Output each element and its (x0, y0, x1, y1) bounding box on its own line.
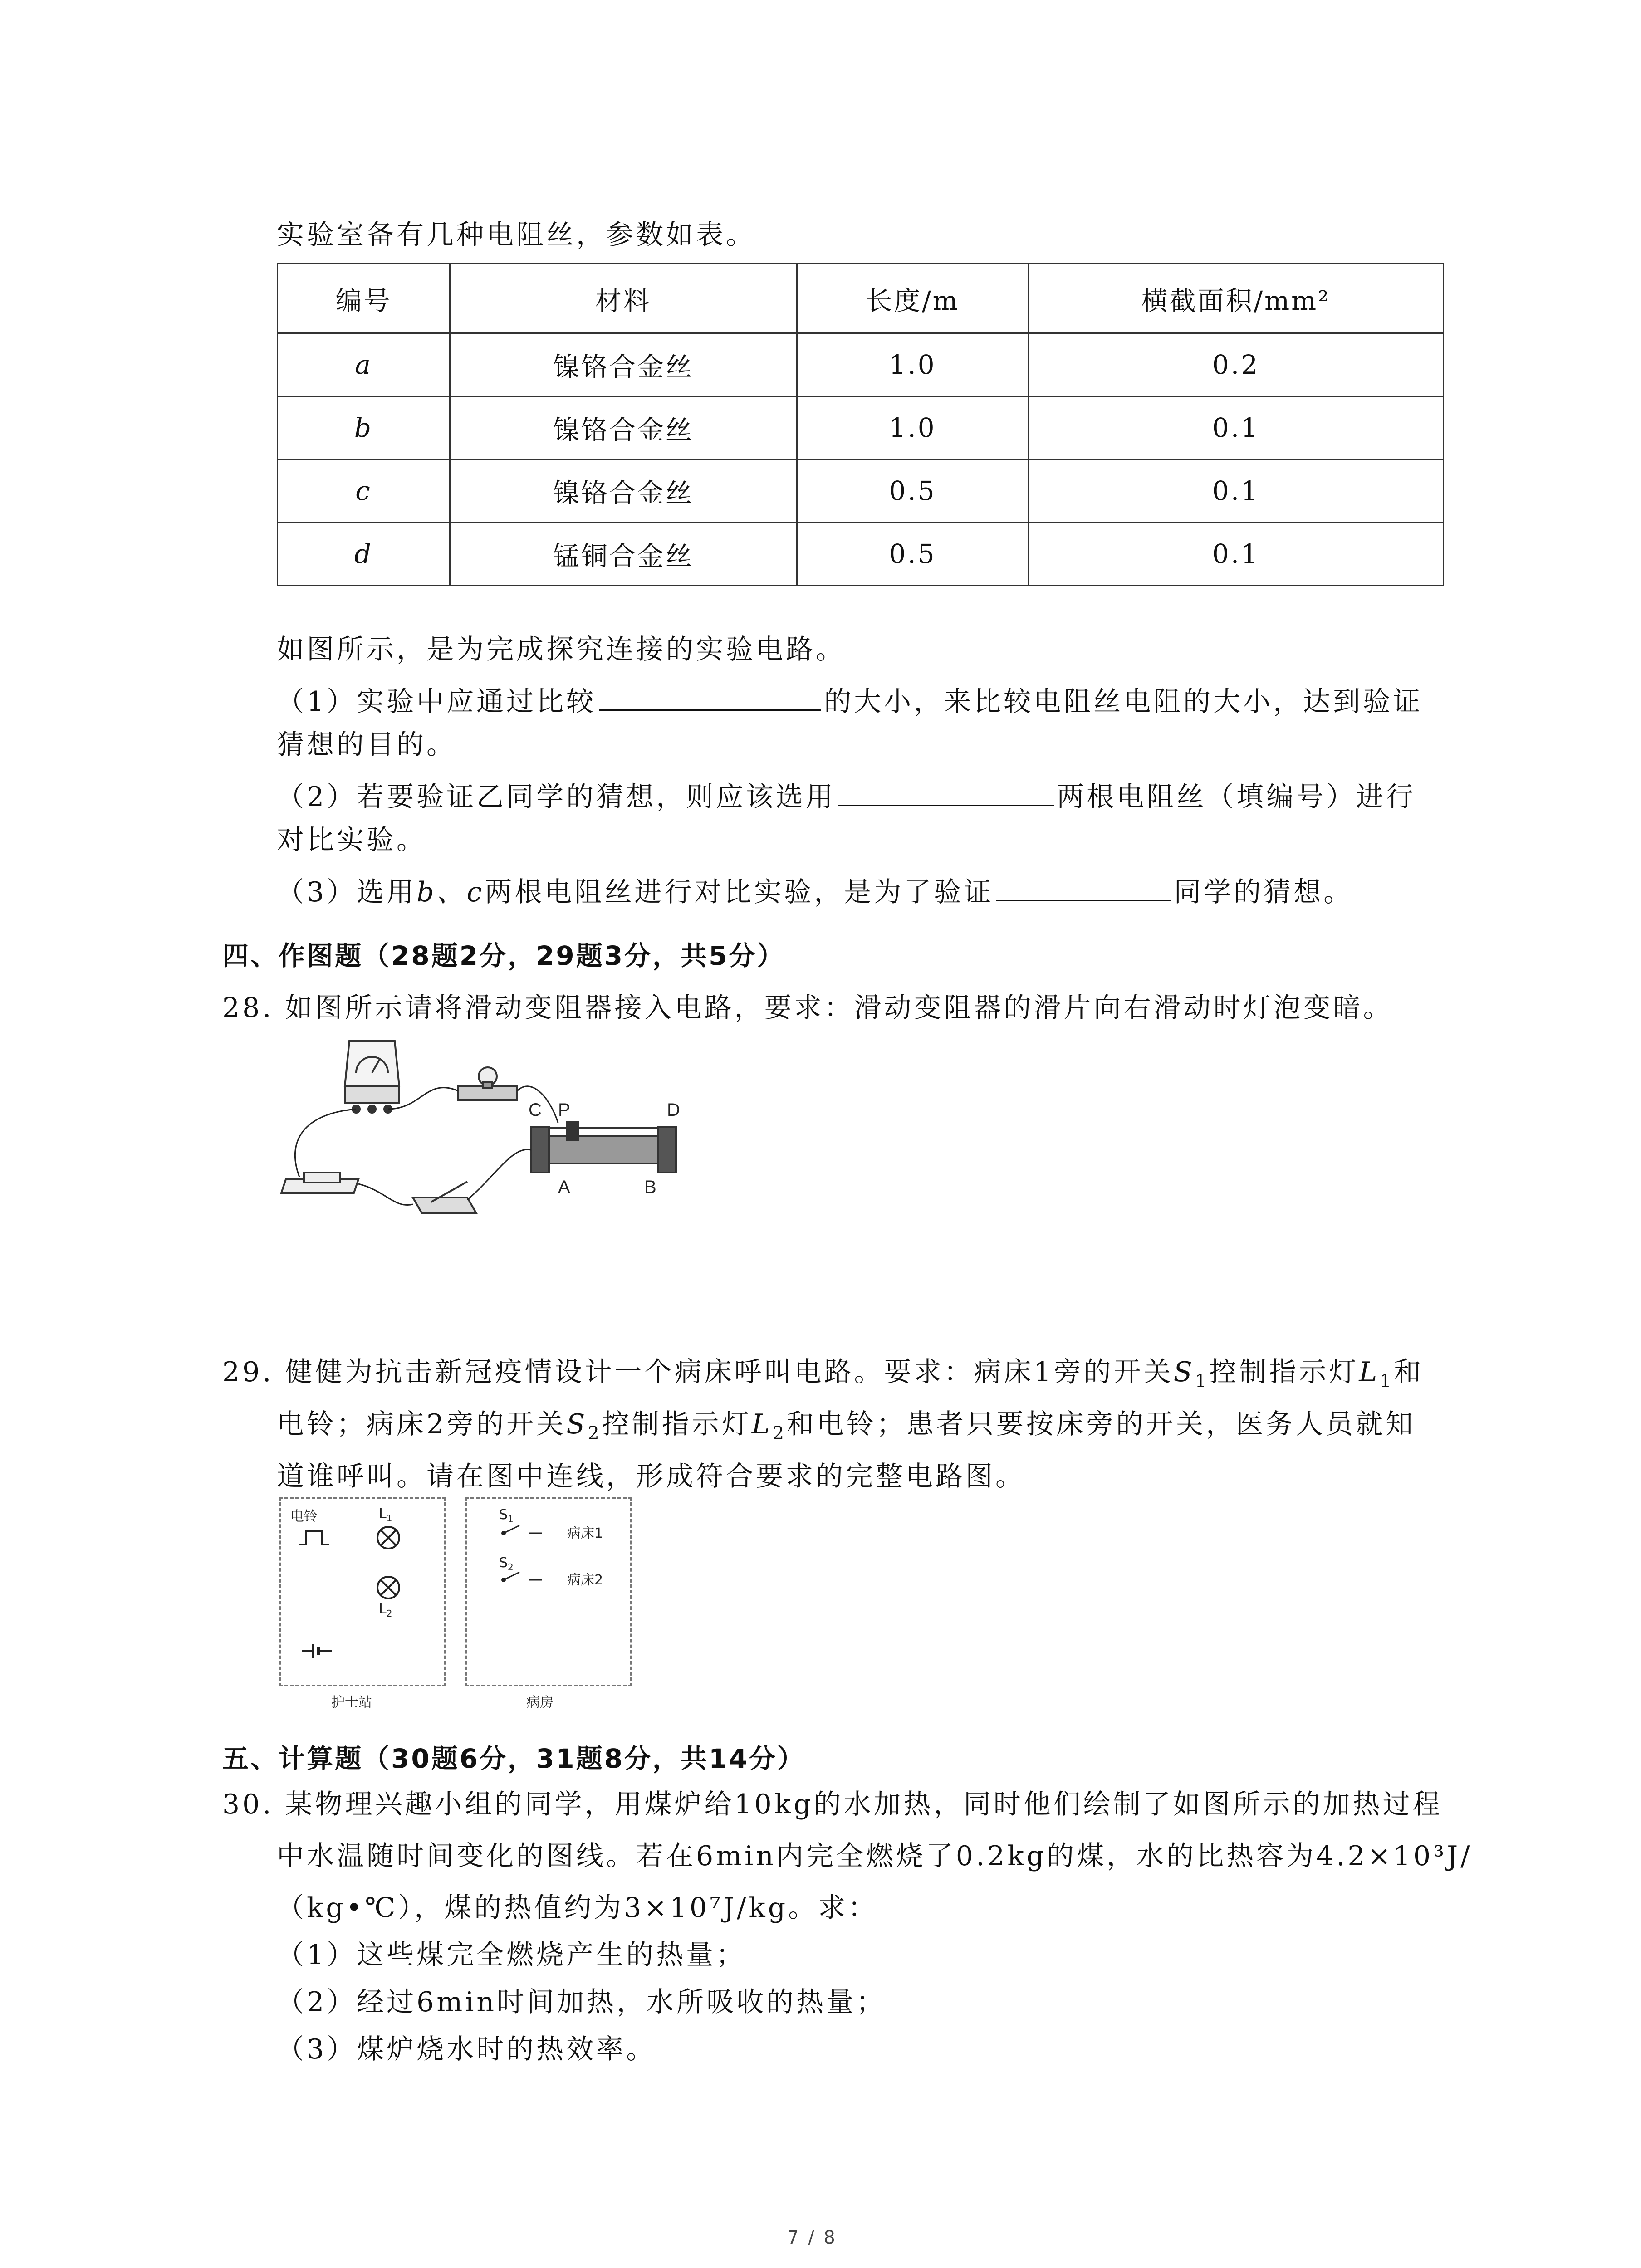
table-cell: 0.1 (1029, 396, 1444, 459)
q27-part3 (277, 875, 1353, 906)
q29-s1-sub: 1 (1195, 1371, 1210, 1392)
table-cell: 1.0 (797, 396, 1029, 459)
table-cell: 镍铬合金丝 (450, 333, 797, 396)
q29-text-a: 29. 健健为抗击新冠疫情设计一个病床呼叫电路。要求：病床1旁的开关 (222, 1356, 1174, 1388)
q27-part3-text-c: 同学的猜想。 (1174, 876, 1354, 908)
table-row (278, 459, 1444, 523)
lamp-l1-icon (375, 1524, 402, 1551)
nurse-station-label: 护士站 (331, 1695, 372, 1711)
table-header: 材料 (450, 264, 797, 333)
switch-s1-icon (499, 1522, 544, 1540)
q29-l1: L (1359, 1356, 1380, 1388)
q27-part2 (277, 779, 1416, 811)
q29-s1: S (1173, 1356, 1195, 1388)
lamp-l2-label (379, 1601, 392, 1619)
table-header: 横截面积/mm² (1029, 264, 1444, 333)
intro-text: 实验室备有几种电阻丝，参数如表。 (277, 219, 756, 251)
q27-lead: 如图所示，是为完成探究连接的实验电路。 (277, 634, 846, 665)
table-cell: 0.2 (1029, 333, 1444, 396)
q29-line1 (222, 1356, 1424, 1392)
bed2-label: 病床2 (567, 1572, 603, 1588)
q29-l2-sub: 2 (772, 1423, 787, 1444)
terminal-label-b: B (644, 1177, 656, 1197)
lamp-l2-letter: L (379, 1601, 387, 1617)
table-cell: a (278, 333, 450, 396)
q29-l2: L (751, 1408, 773, 1440)
table-cell: 镍铬合金丝 (450, 459, 797, 523)
q29-line3: 道谁呼叫。请在图中连线，形成符合要求的完整电路图。 (277, 1461, 1025, 1492)
answer-blank-2[interactable] (838, 779, 1054, 806)
ward-box (465, 1497, 632, 1686)
q29-l1-sub: 1 (1380, 1371, 1394, 1392)
q29-line2 (277, 1408, 1416, 1444)
bulb-icon (458, 1067, 517, 1100)
table-row (278, 333, 1444, 396)
q30-sub3: （3）煤炉烧水时的热效率。 (277, 2033, 656, 2065)
switch-s2-icon (499, 1569, 544, 1587)
ward-label: 病房 (526, 1695, 554, 1711)
bed1-label: 病床1 (567, 1525, 603, 1541)
switch-s2-sub: 2 (508, 1562, 514, 1573)
table-header: 编号 (278, 264, 450, 333)
table-cell: 0.5 (797, 523, 1029, 586)
bell-icon (297, 1526, 333, 1549)
switch-s1-sub: 1 (508, 1514, 514, 1525)
terminal-label-a: A (558, 1177, 570, 1197)
bell-label: 电铃 (290, 1509, 318, 1525)
table-header-row (278, 264, 1444, 333)
q29-s2-sub: 2 (588, 1423, 602, 1444)
lamp-l1-sub: 1 (386, 1513, 392, 1524)
q27-part2-text-b: 两根电阻丝（填编号）进行 (1057, 781, 1416, 813)
q27-part1-text-b: 的大小，来比较电阻丝电阻的大小，达到验证 (824, 686, 1423, 718)
q27-part2-text-a: （2）若要验证乙同学的猜想，则应该选用 (277, 781, 836, 813)
q27-part1-text-a: （1）实验中应通过比较 (277, 686, 597, 718)
resistance-wire-table (277, 263, 1444, 586)
switch-s2-letter: S (499, 1555, 508, 1571)
q30-line1: 30. 某物理兴趣小组的同学，用煤炉给10kg的水加热，同时他们绘制了如图所示的加热过程 (222, 1789, 1443, 1820)
q29-text-f: 和电铃；患者只要按床旁的开关，医务人员就知 (787, 1408, 1416, 1440)
table-cell: 镍铬合金丝 (450, 396, 797, 459)
rheostat-icon (531, 1122, 676, 1173)
q29-text-b: 控制指示灯 (1209, 1356, 1359, 1388)
switch-s1-letter: S (499, 1507, 508, 1523)
table-cell: 0.1 (1029, 459, 1444, 523)
q29-s2: S (566, 1408, 588, 1440)
table-cell: 锰铜合金丝 (450, 523, 797, 586)
section-heading-5: 五、计算题（30题6分，31题8分，共14分） (222, 1743, 805, 1774)
q30-sub2: （2）经过6min时间加热，水所吸收的热量； (277, 1986, 887, 2018)
q30-line3: （kg•℃），煤的热值约为3×10⁷J/kg。求： (277, 1892, 878, 1924)
ammeter-icon (345, 1041, 399, 1113)
page-number: 7 / 8 (787, 2227, 837, 2248)
lamp-l1-letter: L (379, 1506, 387, 1522)
q28-text: 28. 如图所示请将滑动变阻器接入电路，要求：滑动变阻器的滑片向右滑动时灯泡变暗。 (222, 992, 1393, 1024)
switch-icon (413, 1182, 476, 1213)
table-cell: 1.0 (797, 333, 1029, 396)
q27-part1-cont: 猜想的目的。 (277, 729, 456, 761)
q27-part1 (277, 684, 1423, 718)
q29-text-c: 和 (1394, 1356, 1424, 1388)
q27-part3-wires: b、c (416, 876, 485, 908)
q29-text-e: 控制指示灯 (602, 1408, 752, 1440)
rheostat-circuit-figure (277, 1023, 703, 1232)
battery-icon (281, 1173, 358, 1193)
q30-line2: 中水温随时间变化的图线。若在6min内完全燃烧了0.2kg的煤，水的比热容为4.2×10³J/ (277, 1840, 1473, 1872)
answer-blank-1[interactable] (599, 684, 821, 711)
battery-symbol-icon (299, 1642, 336, 1660)
q29-text-d: 电铃；病床2旁的开关 (277, 1408, 567, 1440)
table-cell: d (278, 523, 450, 586)
q27-part2-cont: 对比实验。 (277, 824, 426, 856)
table-header: 长度/m (797, 264, 1029, 333)
table-row (278, 396, 1444, 459)
section-heading-4: 四、作图题（28题2分，29题3分，共5分） (222, 940, 785, 971)
lamp-l1-label (379, 1506, 392, 1524)
answer-blank-3[interactable] (996, 875, 1171, 901)
table-cell: b (278, 396, 450, 459)
terminal-label-c: C (529, 1100, 542, 1120)
q30-sub1: （1）这些煤完全燃烧产生的热量； (277, 1939, 746, 1971)
lamp-l2-sub: 2 (386, 1608, 392, 1619)
lamp-l2-icon (375, 1574, 402, 1601)
q27-part3-text-a: （3）选用 (277, 876, 417, 908)
terminal-label-d: D (667, 1100, 680, 1120)
q27-part3-text-b: 两根电阻丝进行对比实验，是为了验证 (485, 876, 994, 908)
terminal-label-p: P (558, 1100, 570, 1120)
table-cell: c (278, 459, 450, 523)
table-cell: 0.5 (797, 459, 1029, 523)
table-cell: 0.1 (1029, 523, 1444, 586)
table-row (278, 523, 1444, 586)
